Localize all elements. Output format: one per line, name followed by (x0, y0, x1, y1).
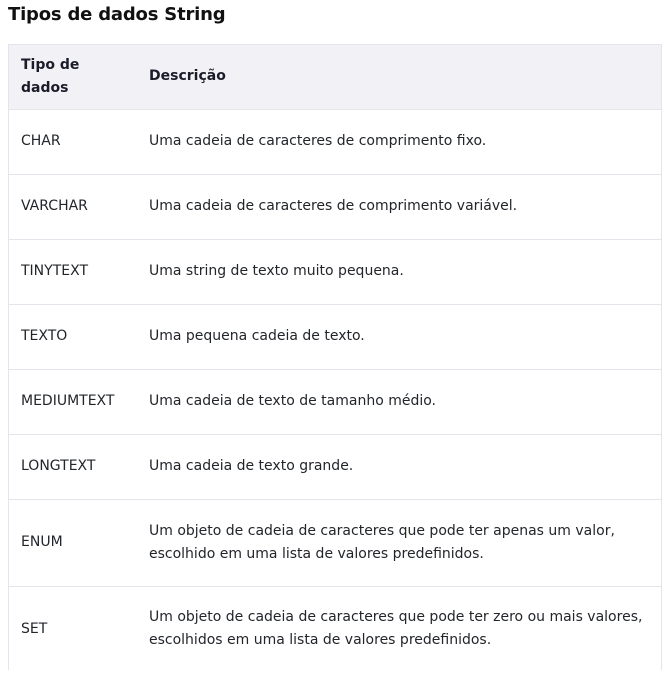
table-row (9, 304, 661, 369)
description-cell: Uma pequena cadeia de texto. (137, 304, 661, 369)
table-row (9, 239, 661, 304)
type-cell: CHAR (9, 109, 137, 174)
type-cell: TINYTEXT (9, 239, 137, 304)
header-description: Descrição (137, 45, 661, 109)
description-cell: Uma cadeia de texto de tamanho médio. (137, 369, 661, 434)
table-header-row (9, 45, 661, 109)
type-cell: SET (9, 586, 137, 670)
table-row (9, 499, 661, 586)
description-cell: Um objeto de cadeia de caracteres que pode ter zero ou mais valores, escolhidos em uma lista de valores predefinidos. (137, 586, 661, 670)
description-cell: Uma cadeia de caracteres de comprimento fixo. (137, 109, 661, 174)
string-types-table (9, 45, 661, 670)
table-row (9, 369, 661, 434)
header-type: Tipo de dados (9, 45, 137, 109)
type-cell: LONGTEXT (9, 434, 137, 499)
table-row (9, 586, 661, 670)
description-cell: Uma cadeia de texto grande. (137, 434, 661, 499)
type-cell: MEDIUMTEXT (9, 369, 137, 434)
string-types-table-container (8, 44, 662, 670)
page-title: Tipos de dados String (8, 4, 226, 25)
table-row (9, 434, 661, 499)
type-cell: ENUM (9, 499, 137, 586)
description-cell: Uma string de texto muito pequena. (137, 239, 661, 304)
table-row (9, 109, 661, 174)
type-cell: TEXTO (9, 304, 137, 369)
table-row (9, 174, 661, 239)
description-cell: Uma cadeia de caracteres de comprimento variável. (137, 174, 661, 239)
type-cell: VARCHAR (9, 174, 137, 239)
description-cell: Um objeto de cadeia de caracteres que pode ter apenas um valor, escolhido em uma lista de valores predefinidos. (137, 499, 661, 586)
